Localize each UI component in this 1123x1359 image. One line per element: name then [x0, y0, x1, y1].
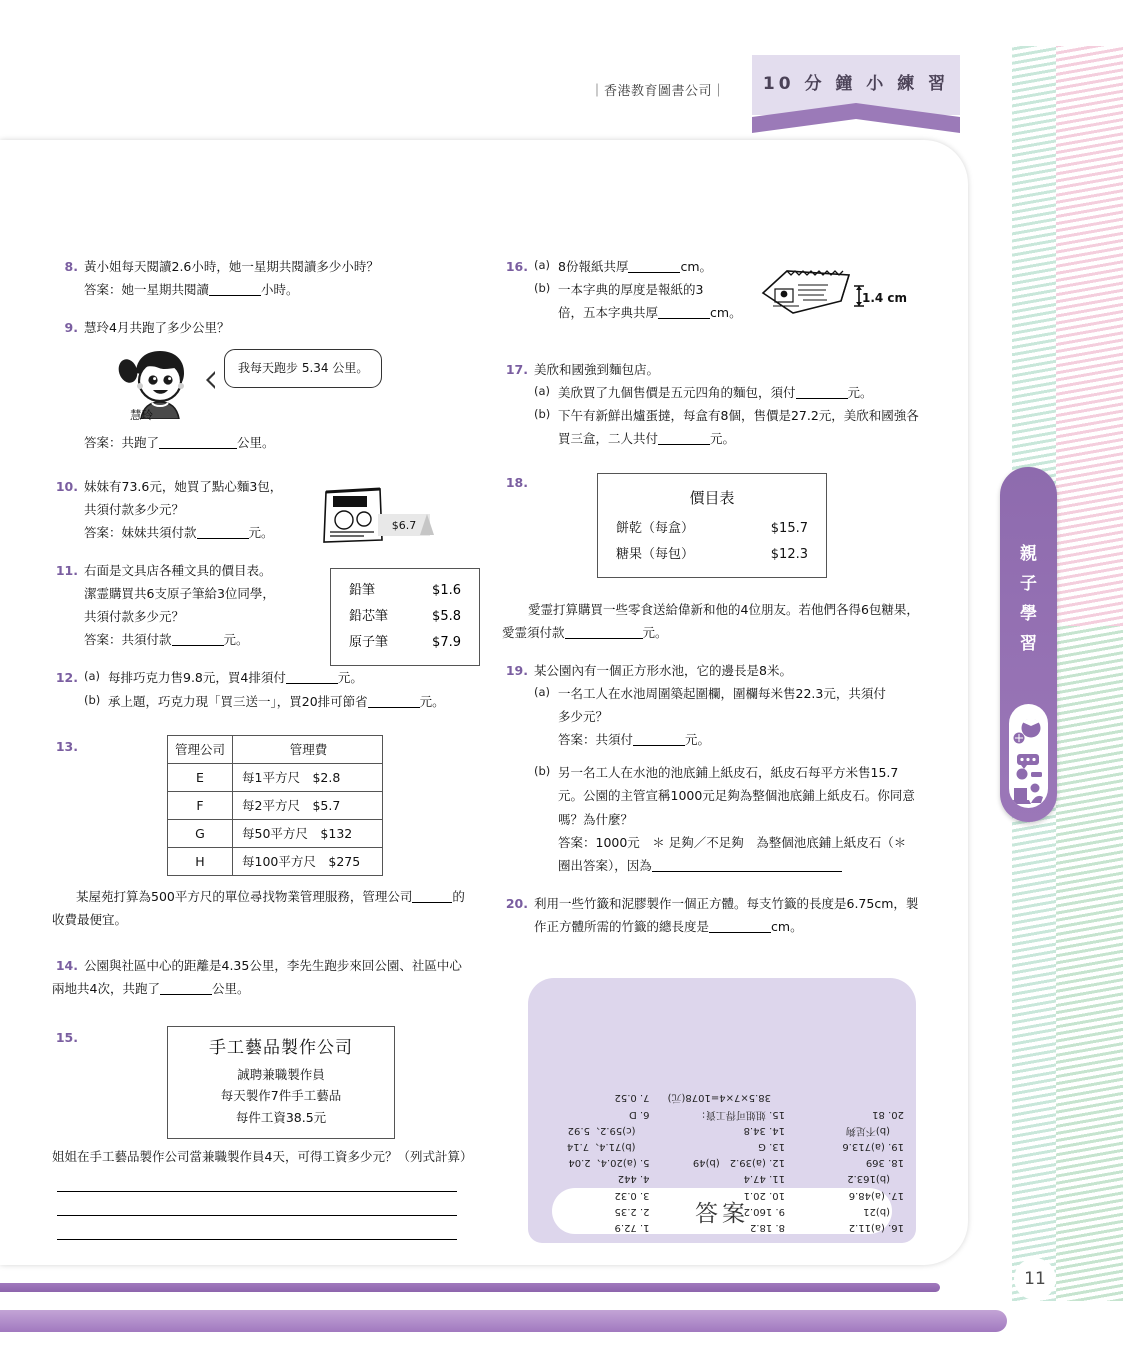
q19a-answer-prefix: 答案：共須付: [558, 732, 634, 748]
q8-answer-prefix: 答案：她一星期共閱讀: [84, 282, 210, 298]
question-17b: [534, 404, 922, 450]
q12a-text: 每排巧克力售9.8元，買4排須付: [108, 670, 286, 686]
q20-blank[interactable]: [709, 932, 771, 933]
question-19a-answer: [534, 728, 922, 751]
question-19: [502, 659, 922, 877]
table-header-company: 管理公司: [168, 735, 233, 763]
q16a-suffix: cm。: [680, 259, 713, 274]
section-tab-label: [1000, 539, 1057, 659]
answer-item: (b)163.2: [847, 1173, 890, 1185]
parent-child-learning-icon: [1009, 704, 1048, 808]
question-11-line2: 潔霊購買共6支原子筆給3位同學，: [84, 586, 275, 601]
q14-suffix: 公里。: [211, 980, 250, 996]
answer-key-panel: [528, 978, 916, 1243]
q17b-text: 下午有新鮮出爐蛋撻，每盒有8個，售價是27.2元，美欣和國強各買三盒，二人共付: [558, 408, 919, 447]
question-18: [502, 471, 922, 591]
q12a-suffix: 元。: [337, 670, 363, 686]
answer-item: 1. 72.9: [614, 1222, 650, 1233]
answer-item: 5. (a)20.4、2.04: [568, 1157, 650, 1169]
item-price: $15.7: [770, 520, 808, 536]
job-advert-box: [167, 1026, 395, 1139]
item-name: 餅乾（每盒）: [616, 520, 695, 536]
snack-bag-icon: [320, 486, 386, 544]
cell-company: G: [168, 820, 233, 848]
cell-company: E: [168, 763, 233, 791]
answer-item: 13. G: [758, 1141, 785, 1153]
management-fee-table: [167, 735, 383, 877]
answer-item: 11. 47.4: [743, 1173, 785, 1185]
table-header-fee: 管理費: [233, 735, 383, 763]
publisher-name: ｜香港教育圖書公司｜: [590, 84, 726, 99]
q11-blank[interactable]: [172, 645, 224, 646]
answer-item: (b)71.4、7.14: [566, 1141, 636, 1153]
question-12a: [84, 666, 472, 689]
q10-answer-suffix: 元。: [248, 524, 274, 540]
question-15: [52, 1026, 472, 1241]
answer-item: 17. (a)48.6: [848, 1189, 904, 1201]
questions-right-column: [502, 255, 922, 953]
q12b-suffix: 元。: [419, 693, 445, 709]
question-20-number: 20.: [505, 895, 528, 911]
answer-item: 16. (a)11.2: [848, 1222, 904, 1233]
question-12-number: 12.: [55, 670, 78, 686]
q9-blank[interactable]: [159, 448, 237, 449]
question-8: [52, 255, 472, 301]
banner-chevron: [752, 103, 960, 133]
q17b-label: (b): [534, 407, 551, 422]
question-11-line3: 共須付款多少元？: [84, 609, 185, 625]
questions-left-column: [52, 255, 472, 1255]
q12b-label: (b): [84, 692, 101, 707]
cell-company: F: [168, 791, 233, 819]
answer-key-rotated-content: [528, 978, 916, 1243]
question-8-text: 黃小姐每天閱讀2.6小時，她一星期共閱讀多少小時？: [84, 259, 379, 274]
question-17-number: 17.: [505, 362, 528, 377]
answer-write-line-2[interactable]: [57, 1215, 457, 1216]
question-10-number: 10.: [55, 478, 78, 494]
answer-columns: [540, 1089, 904, 1235]
answer-item: 18. 369: [865, 1157, 904, 1169]
q8-blank[interactable]: [209, 295, 261, 296]
speech-bubble: 我每天跑步 5.34 公里。: [224, 349, 382, 387]
question-11-number: 11.: [55, 562, 78, 578]
question-12b: [84, 690, 472, 713]
price-row: [349, 604, 461, 630]
q17a-suffix: 元。: [847, 385, 873, 401]
question-17a: [534, 381, 922, 404]
q9-answer-prefix: 答案：共跑了: [84, 435, 160, 451]
q17b-suffix: 元。: [710, 431, 736, 447]
item-name: 原子筆: [349, 635, 389, 650]
answer-item: 3. 0.32: [614, 1189, 650, 1201]
question-9-answer-line: [84, 431, 472, 454]
answer-item: 12. (a)39.2 (b)49: [692, 1157, 785, 1169]
q16a-label: (a): [534, 258, 551, 272]
q19a-label: (a): [534, 684, 551, 699]
question-16b-line2: [534, 301, 784, 324]
q18-body-prefix: 愛霊打算購買一些零食送給偉新和他的4位朋友。若他們各得6包糖果，愛霊須付款: [502, 601, 919, 640]
q16b-line2-prefix: 倍，五本字典共厚: [558, 305, 659, 321]
answer-item: 38.5×7×4=1078(元): [667, 1092, 771, 1104]
job-line-1: 誠聘兼職製作員: [237, 1066, 325, 1082]
item-price: $12.3: [770, 546, 808, 562]
answer-item: 14. 34.8: [743, 1124, 785, 1136]
q14-text: 公園與社區中心的距離是4.35公里，李先生跑步來回公園、社區中心兩地共4次，共跑了: [52, 957, 462, 996]
banner-title: 10 分 鐘 小 練 習: [762, 74, 950, 94]
job-line-2: 每天製作7件手工藝品: [220, 1088, 342, 1104]
cell-fee: 每50平方尺 $132: [233, 820, 383, 848]
answer-item: 6. D: [629, 1108, 650, 1120]
question-13-body: [52, 885, 472, 931]
q11-answer-prefix: 答案：共須付款: [84, 632, 172, 648]
question-10-line2: 共須付款多少元？: [84, 501, 185, 517]
q11-answer-suffix: 元。: [223, 632, 249, 648]
q19b-blank[interactable]: [652, 871, 842, 872]
question-13-number: 13.: [55, 738, 78, 754]
q10-answer-prefix: 答案：妹妹共須付款: [84, 524, 197, 540]
answer-item: (b)不足夠: [845, 1124, 890, 1136]
stationery-price-box: [330, 568, 480, 666]
answer-item: 7. 0.52: [614, 1092, 650, 1104]
cell-company: H: [168, 848, 233, 876]
tab-char-2: 子: [1020, 574, 1037, 594]
q19a-answer-suffix: 元。: [685, 732, 711, 748]
snack-price-list-box: [597, 473, 827, 578]
cell-fee: 每100平方尺 $275: [233, 848, 383, 876]
item-price: $5.8: [432, 609, 461, 624]
q19a-line1: 一名工人在水池周圍築起圍欄，圍欄每米售22.3元，共須付: [558, 685, 886, 701]
question-19-number: 19.: [505, 662, 528, 678]
question-8-answer-line: [84, 278, 472, 301]
question-12: [52, 666, 472, 712]
q18-blank[interactable]: [565, 638, 643, 639]
q10-blank[interactable]: [197, 538, 249, 539]
q20-suffix: cm。: [771, 919, 803, 934]
q19b-answer-prefix: 答案：1000元 ＊ 足夠／不足夠 為整個池底鋪上紙皮石（＊ 圈出答案），因為: [558, 834, 907, 873]
question-9-number: 9.: [64, 320, 78, 336]
q9-answer-suffix: 公里。: [237, 435, 275, 451]
cell-fee: 每2平方尺 $5.7: [233, 791, 383, 819]
section-tab-parent-child-learning[interactable]: [1000, 467, 1057, 822]
item-price: $1.6: [432, 583, 461, 598]
question-18-body-wrap: [502, 598, 922, 644]
question-9: [52, 316, 472, 454]
page-number: 11: [1014, 1258, 1056, 1300]
footer-bar-thin: [0, 1283, 940, 1292]
question-16a: [534, 255, 784, 278]
newspaper-figure: [757, 263, 917, 327]
q17a-label: (a): [534, 384, 551, 399]
answer-item: 8. 18.2: [749, 1222, 785, 1233]
answer-item: 20. 81: [872, 1108, 904, 1120]
q14-blank[interactable]: [160, 994, 212, 995]
question-11-line1: 右面是文具店各種文具的價目表。: [84, 562, 272, 578]
q16a-text: 8份報紙共厚: [558, 259, 629, 274]
table-header-row: [168, 735, 383, 763]
question-19-text: 某公園內有一個正方形水池，它的邊長是8米。: [534, 662, 792, 678]
table-row: [168, 791, 383, 819]
q16b-suffix: cm。: [710, 305, 742, 321]
answer-item: 4. 442: [617, 1173, 650, 1185]
q17b-blank[interactable]: [658, 444, 710, 445]
q19b-text: 另一名工人在水池的池底鋪上紙皮石，紙皮石每平方米售15.7元。公園的主管宣稱1000元足夠為整個池底鋪上紙皮石。你同意嗎？為什麼？: [558, 765, 915, 827]
item-name: 鉛芯筆: [349, 609, 389, 624]
q19a-blank[interactable]: [633, 745, 685, 746]
price-row: [349, 578, 461, 604]
question-13: [52, 735, 472, 932]
job-company-name: 手工藝品製作公司: [209, 1037, 353, 1058]
q17a-text: 美欣買了九個售價是五元四角的麵包，須付: [558, 385, 796, 401]
answer-item: (c)59.2、5.92: [567, 1124, 636, 1136]
answer-item: 10. 20.1: [743, 1189, 785, 1201]
question-19b: [534, 761, 922, 830]
answer-item: 2. 2.35: [614, 1205, 650, 1217]
q18-body-suffix: 元。: [642, 624, 668, 640]
q12b-blank[interactable]: [368, 707, 420, 708]
price-tag: $6.7: [378, 514, 430, 536]
job-line-3: 每件工資38.5元: [235, 1110, 327, 1126]
answer-column-1: [540, 1089, 650, 1235]
question-9-text: 慧玲4月共跑了多少公里？: [84, 320, 230, 336]
question-19a: [534, 682, 922, 705]
q16b-label: (b): [534, 281, 551, 296]
question-20: [502, 892, 922, 938]
answer-item: (b)21: [863, 1205, 890, 1217]
q16a-blank[interactable]: [628, 272, 680, 273]
answer-key-title: 答案: [552, 1188, 892, 1234]
q13-blank[interactable]: [412, 902, 452, 903]
question-19a-line2: 多少元？: [558, 709, 609, 724]
question-14: [52, 954, 472, 1000]
q12a-label: (a): [84, 669, 101, 684]
q19b-label: (b): [534, 764, 551, 779]
answer-column-3: [789, 1089, 904, 1235]
question-17: [502, 358, 922, 451]
answer-write-line-3[interactable]: [57, 1239, 457, 1240]
price-row: [616, 516, 808, 542]
question-16-number: 16.: [505, 259, 528, 274]
question-16b: [534, 278, 784, 301]
thickness-label: 1.4 cm: [862, 291, 908, 305]
q17a-blank[interactable]: [796, 398, 848, 399]
q12a-blank[interactable]: [286, 683, 338, 684]
series-banner: [752, 55, 960, 133]
item-price: $7.9: [432, 635, 461, 650]
tab-char-1: 親: [1020, 544, 1037, 564]
price-tag-triangle: [420, 514, 434, 535]
question-16: [502, 255, 922, 343]
answer-item: 19. (a)713.6: [842, 1141, 904, 1153]
answer-item: 9. 160.2: [743, 1205, 785, 1217]
tab-char-3: 學: [1020, 604, 1037, 624]
question-15-body: 姐姐在手工藝品製作公司當兼職製作員4天，可得工資多少元？（列式計算）: [52, 1149, 473, 1165]
cell-fee: 每1平方尺 $2.8: [233, 763, 383, 791]
question-15-number: 15.: [55, 1029, 78, 1045]
q8-answer-suffix: 小時。: [261, 282, 299, 298]
stripe-green: [1056, 626, 1123, 1301]
price-row: [349, 630, 461, 656]
answer-item: 15. 姐姐可得工資：: [695, 1108, 785, 1120]
q13-body-prefix: 某屋苑打算為500平方尺的單位尋找物業管理服務，管理公司: [76, 889, 413, 905]
footer-bar-thick: [0, 1310, 1007, 1332]
price-row: [616, 542, 808, 568]
q16b-blank[interactable]: [658, 318, 710, 319]
q16b-line1: 一本字典的厚度是報紙的3: [558, 282, 704, 298]
snack-bag-figure: [320, 486, 430, 546]
table-row: [168, 763, 383, 791]
price-list-title: 價目表: [689, 488, 735, 507]
q20-text: 利用一些竹籤和泥膠製作一個正方體。每支竹籤的長度是6.75cm，製作正方體所需的竹籤的總長度是: [534, 895, 919, 934]
answer-write-line-1[interactable]: [57, 1191, 457, 1192]
question-10-line1: 妹妹有73.6元，她買了點心麵3包，: [84, 478, 283, 494]
answer-column-2: [654, 1089, 785, 1235]
newspaper-icon: [757, 263, 857, 319]
figure-name-label: 慧玲: [130, 408, 153, 423]
table-row: [168, 848, 383, 876]
question-8-number: 8.: [64, 259, 78, 274]
question-17-text: 美欣和國強到麵包店。: [534, 362, 660, 377]
table-row: [168, 820, 383, 848]
item-name: 鉛筆: [349, 583, 376, 598]
question-18-number: 18.: [505, 474, 528, 490]
question-14-number: 14.: [55, 957, 78, 973]
q12b-text: 承上題，巧克力現「買三送一」，買20排可節省: [108, 693, 368, 709]
question-9-figure: [84, 343, 472, 427]
question-19b-answer: [534, 831, 922, 877]
item-name: 糖果（每包）: [616, 546, 695, 562]
q13-body-suffix: 的收費最便宜。: [52, 889, 465, 928]
tab-char-4: 習: [1020, 634, 1037, 654]
